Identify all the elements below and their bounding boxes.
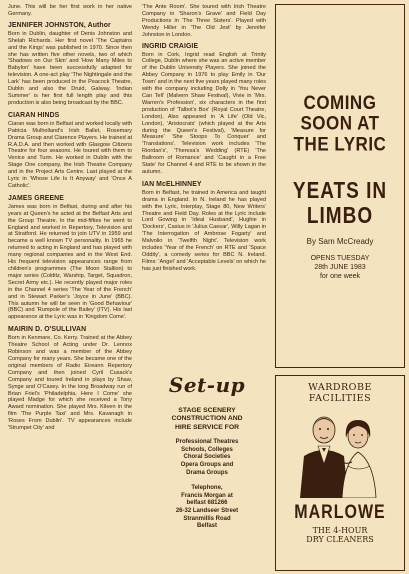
bio-text: James was born in Belfast, during and after his years at Queen's he acted at the Belfast Arts and the Group Theatre. In the mid-fifties he went to England and worked in Repertory, Television and at Stratford. He returned to join UTV in 1959 and became a well known TV personality. In 1965 he returned to acting in England and has played with many regional companies and in the West End. His frequent television appearances range from children's programmes (The Moon Stallion) to major series (Colditz, Warship, Target, Squadron, Secret Army etc.). He recently played major roles in the Channel 4 series 'The Year of the French' and in Stewart Parker's 'Joyce in June' (BBC). This autumn he will be seen in 'Good Behaviour' (BBC) and 'Rumpole of the Bailey' (ITV). His last appearance at the Lyric was in 'Kingdom Come'. xyxy=(8,203,132,321)
service-item: Professional Theatres xyxy=(175,439,239,446)
contact-line: Stranmillis Road xyxy=(183,515,231,522)
bio-jennifer-johnston xyxy=(8,22,132,107)
bio-name: CIARAN HINDS xyxy=(8,111,60,119)
bio-ian-mcelhinney xyxy=(142,181,266,273)
service-item: Opera Groups and xyxy=(180,462,234,468)
service-item: Drama Groups xyxy=(186,469,228,476)
setup-advertisement xyxy=(142,367,272,571)
marlowe-brand: MARLOWE xyxy=(294,502,386,523)
dates-line: for one week xyxy=(319,273,361,280)
continued-text: June. This will be her first work in her native Germany. xyxy=(8,4,132,17)
contact-details xyxy=(142,485,272,531)
bio-text: Born in Belfast, he trained in America and taught drama in England. In N. Ireland he has played with the Lyric, Interplay, Stage 80, New Writers' Theatre and Field Day. Roles at the Lyric include Lord Gowing in 'Ideal Husband', Hughie in 'Dockers', Casius in 'Julius Caesar', Willy Lagan in 'The Interrogation of Ambrose Fogarty' and Malvolio in 'Twelfth Night'. Television work includes 'Year of the French' on RTE and 'Space Oddity', a comedy series for BBC N. Ireland. Films: 'Angel' and 'Acceptable Levels' on which he has just finished work. xyxy=(142,189,266,272)
service-list xyxy=(142,439,272,477)
bio-text: Born in Cork, Ingrid read English at Trinity College, Dublin where she was an active member of the Dublin University Players. She joined the Abbey Company in 1976 to play Emily in 'Our Town' and in the next five years played many roles with the company including Dolly in 'You Never Can Tell' (Malvern Shaw Festival), Vivie in 'Mrs. Warren's Profession', six characters in the first production of 'Talbot's Box' (Royal Court Theatre, London). Also appeared in 'A Life' (Old Vic, London), 'Aristocrats' (which played at the Arts during the Queen's Festival), 'Measure for Measure' 'She Stoops To Conquer' and 'Translations'. Television work includes 'The Riordan's', 'Theresa's Wedding' (RTE) 'The Ballroom of Romance' and 'Caught in a Free State' for Channel 4 and RTE to be shown in the autumn. xyxy=(142,51,266,175)
contact-line: Francis Morgan at xyxy=(181,492,233,499)
opening-dates xyxy=(276,254,404,281)
tagline-line: DRY CLEANERS xyxy=(306,535,374,544)
contact-line: 26-32 Landseer Street xyxy=(175,507,239,514)
bio-ingrid-craigie xyxy=(142,43,266,176)
contact-line: Telephone, xyxy=(191,485,223,492)
coming-soon-headline: COMING SOON AT THE LYRIC xyxy=(293,91,387,156)
setup-heading xyxy=(142,407,272,432)
play-title: YEATS IN LIMBO xyxy=(292,178,388,230)
tagline-line: THE 4-HOUR xyxy=(312,526,368,535)
heading-line: HIRE SERVICE FOR xyxy=(174,423,240,431)
coming-soon-announcement xyxy=(275,4,405,368)
bio-name: INGRID CRAIGIE xyxy=(142,42,199,50)
bio-text: Ciaran was born in Belfast and worked locally with Patricia Mulholland's Irish Ballet, Rosemary Drama Group and Clarence Players. He trained at R.A.D.A. and then worked with Glasgow Citizens Theatre for four seasons. He toured with them to Venice and Turin. He worked in Dublin with the Stage One company, the Irish Theatre Company and in the Project Arts Centre. Last played at the Lyric in 'Whose Life Is It Anyway' and 'Once A Catholic'. xyxy=(8,120,132,189)
dates-line: OPENS TUESDAY xyxy=(310,255,370,262)
heading-line: STAGE SCENERY xyxy=(178,407,236,414)
bio-text: Born in Kenmare, Co. Kerry. Trained at the Abbey Theatre School of Acting under Dr. Lennox Robinson and was a member of the Abbey Company for many years. She became one of the original members of Radio Eireann Repertory Company and then joined Cyril Cusack's Company and toured Ireland in plays by Shaw, Synge and O'Casey. In the long Broadway run of Brian Friel's 'Philadelphia, Here I Come' she played Madge for which she received a Tony Award nomination. She played Mrs. Kileen in the film 'The Purple Taxi' and Mrs. Kavanagh in 'Roses From Dublin'. TV appearances include 'Strumpet City' and xyxy=(8,335,132,432)
bio-name: MAIRIN D. O'SULLIVAN xyxy=(8,326,87,334)
service-item: Schools, Colleges xyxy=(181,446,233,453)
bio-text: Born in Dublin, daughter of Denis Johnston and Shelah Richards. Her first novel 'The Captains and the Kings' was published in 1970. Since then she has written five other novels, two of which 'Shadows on Our Skin' and 'How Many Miles to Babylon' have been successfully adapted for television. A one-act play 'The Nightingale and the Lark' has been produced in the Peacock Theatre, Dublin and also the Druid, Galway. 'Indian Summer' is her first full length play and this production is also being broadcast by the BBC. xyxy=(8,30,132,106)
couple-illustration xyxy=(278,406,402,498)
heading-line: FACILITIES xyxy=(308,393,372,404)
dates-line: 28th JUNE 1983 xyxy=(314,264,366,271)
service-item: Choral Societies xyxy=(183,454,231,461)
contact-line: belfast 681266 xyxy=(186,500,228,507)
biography-column-2 xyxy=(142,4,266,278)
setup-logo: Set-up xyxy=(168,373,246,397)
heading-line: CONSTRUCTION AND xyxy=(171,415,243,423)
bio-name: IAN McELHINNEY xyxy=(142,180,202,188)
bio-james-greene xyxy=(8,195,132,321)
continued-text: 'The Ante Room'. She toured with Irish Theatre Company in 'Sharon's Grave' and Field Day Productions in 'The Three Sisters'. Played with Wendy Hiller in 'The Old Jest' by Jennifer Johnston in London. xyxy=(142,4,266,38)
contact-line: Belfast xyxy=(196,523,217,530)
heading-line: WARDROBE xyxy=(308,382,372,393)
wardrobe-heading xyxy=(276,382,404,404)
bio-name: JENNIFER JOHNSTON, Author xyxy=(8,21,111,29)
bio-ciaran-hinds xyxy=(8,112,132,190)
bio-mairin-osullivan xyxy=(8,326,132,432)
biography-column-1 xyxy=(8,4,132,437)
play-author: By Sam McCready xyxy=(306,237,374,246)
bio-name: JAMES GREENE xyxy=(8,194,64,202)
marlowe-advertisement xyxy=(275,375,405,571)
dry-cleaners-tagline xyxy=(276,526,404,544)
